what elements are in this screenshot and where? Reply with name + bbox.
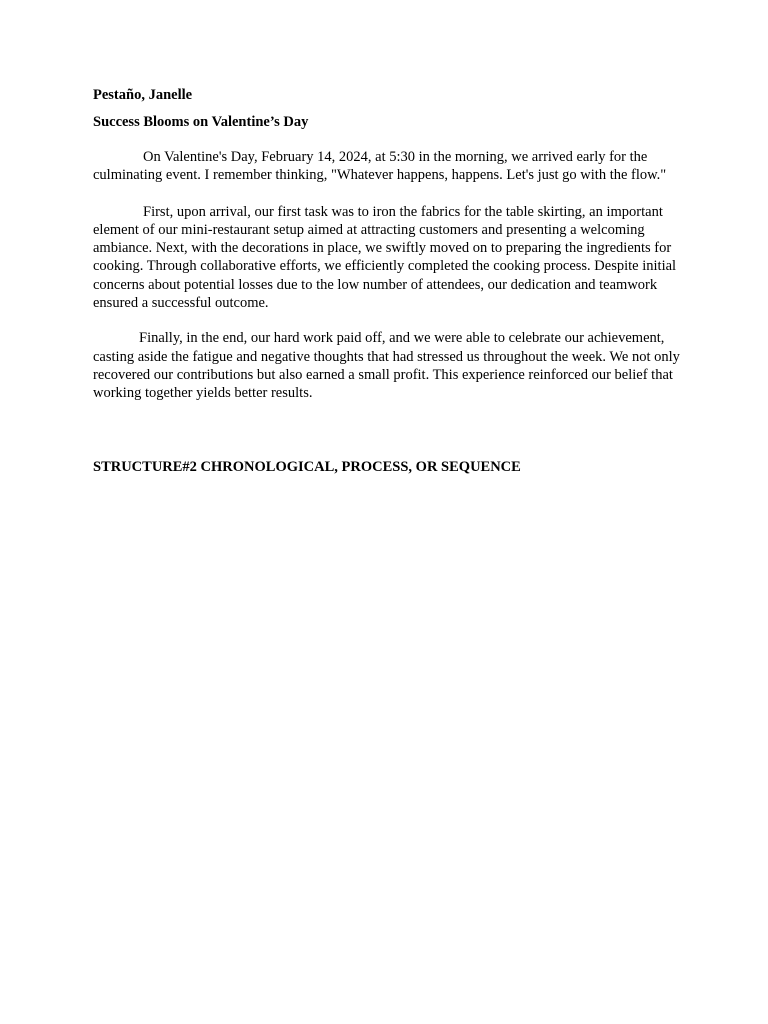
document-page (93, 86, 683, 476)
section-heading: STRUCTURE#2 CHRONOLOGICAL, PROCESS, OR SEQUENCE (93, 458, 521, 475)
paragraph-3: Finally, in the end, our hard work paid off, and we were able to celebrate our achievement, casting aside the fatigue and negative thoughts that had stressed us throughout the week. We not only recovered our contributions but also earned a small profit. This experience reinforced our belief that working together yields better results. (93, 330, 680, 402)
paragraph-1: On Valentine's Day, February 14, 2024, at 5:30 in the morning, we arrived early for the culminating event. I remember thinking, "Whatever happens, happens. Let's just go with the flow." (93, 149, 667, 184)
essay-title: Success Blooms on Valentine’s Day (93, 114, 309, 130)
author-name: Pestaño, Janelle (93, 87, 193, 103)
paragraph-2: First, upon arrival, our first task was to iron the fabrics for the table skirting, an important element of our mini-restaurant setup aimed at attracting customers and presenting a welcoming ambiance. Next, with the decorations in place, we swiftly moved on to preparing the ingredients for cooking. Through collaborative efforts, we efficiently completed the cooking process. Despite initial concerns about potential losses due to the low number of attendees, our dedication and teamwork ensured a successful outcome. (93, 203, 677, 312)
